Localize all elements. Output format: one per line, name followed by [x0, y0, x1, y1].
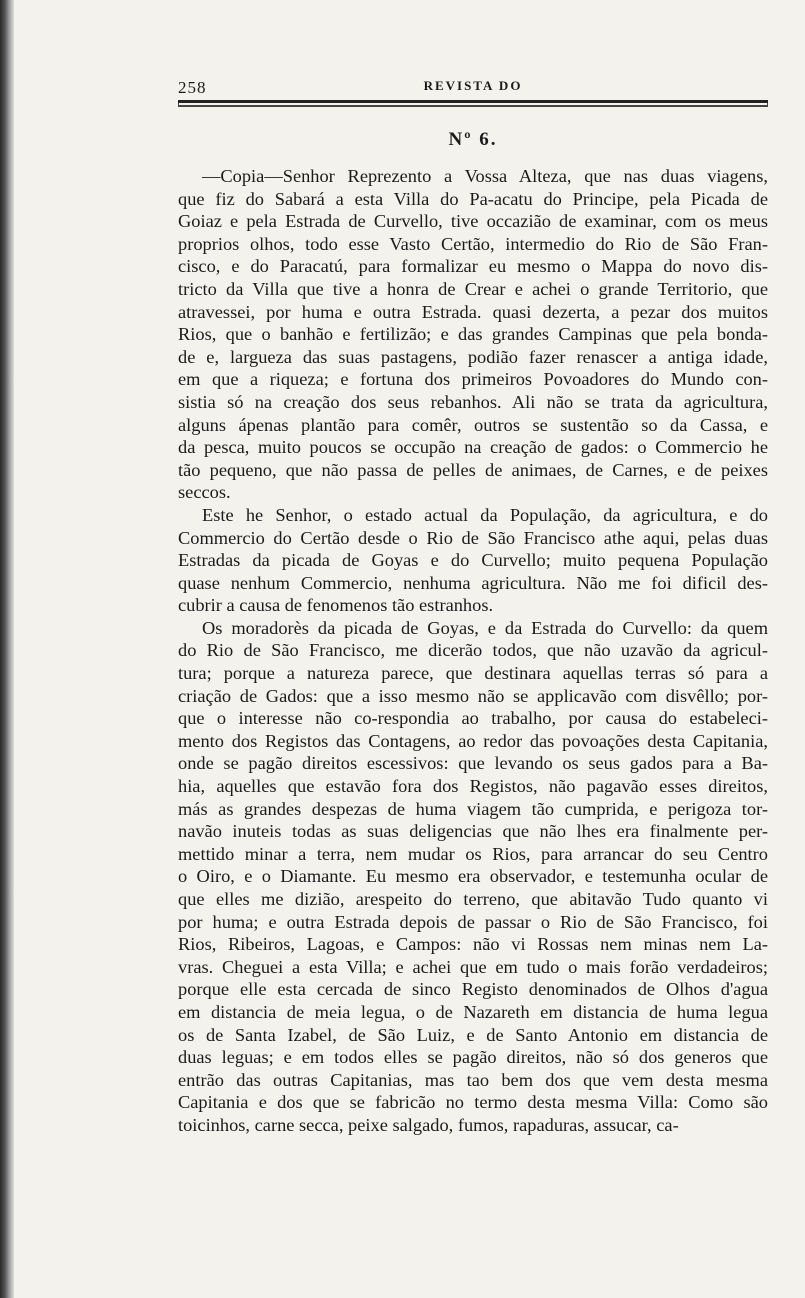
text-line: mento dos Registos das Contagens, ao redor das povoações desta Capitania,: [178, 730, 768, 751]
text-line: quase nenhum Commercio, nenhuma agricultura. Não me foi dificil des-: [178, 572, 768, 593]
text-line: hia, aquelles que estavão fora dos Registos, não pagavão esses direitos,: [178, 776, 768, 797]
paragraph: [178, 165, 768, 504]
text-line: mettido minar a terra, nem mudar os Rios, para arrancar do seu Centro: [178, 843, 768, 864]
text-line: Commercio do Certão desde o Rio de São Francisco athe aqui, pelas duas: [178, 527, 768, 548]
text-line: Este he Senhor, o estado actual da População, da agricultura, e do: [202, 504, 768, 525]
text-line: cubrir a causa de fenomenos tão estranhos.: [178, 595, 494, 616]
text-line: Rios, Ribeiros, Lagoas, e Campos: não vi Rossas nem minas nem La-: [178, 934, 768, 955]
text-line: da pesca, muito poucos se occupão na creação de gados: o Commercio he: [178, 437, 768, 458]
text-line: tricto da Villa que tive a honra de Crear e achei o grande Territorio, que: [178, 278, 768, 299]
text-line: Estradas da picada de Goyas e do Curvello; muito pequena População: [178, 550, 768, 571]
text-line: duas leguas; e em todos elles se pagão direitos, não só dos generos que: [178, 1047, 768, 1068]
book-binding-edge: [0, 0, 14, 1298]
paragraph: [178, 504, 768, 617]
text-line: criação de Gados: que a isso mesmo não se applicavão com disvêllo; por-: [178, 685, 768, 706]
running-title: REVISTA DO: [423, 78, 523, 93]
text-line: entrão das outras Capitanias, mas tao bem dos que vem desta mesma: [178, 1069, 768, 1090]
text-line: más as grandes despezas de huma viagem tão cumprida, e perigoza tor-: [178, 798, 768, 819]
text-line: tão pequeno, que não passa de pelles de animaes, de Carnes, e de peixes: [178, 459, 768, 480]
text-line: navão inuteis todas as suas deligencias que não lhes era finalmente per-: [178, 821, 768, 842]
book-page: [178, 70, 768, 1137]
paragraph: [178, 617, 768, 1137]
running-header: [178, 70, 768, 103]
text-line: por huma; e outra Estrada depois de passar o Rio de São Francisco, foi: [178, 911, 768, 932]
text-line: que o interesse não co-respondia ao trabalho, por causa do estabeleci-: [178, 708, 768, 729]
text-line: de e, largueza das suas pastagens, podião fazer renascer a antiga idade,: [178, 346, 768, 367]
document-number: Nº 6.: [448, 129, 498, 150]
body-text: [178, 165, 768, 1137]
text-line: em que a riqueza; e fortuna dos primeiros Povoadores do Mundo con-: [178, 369, 768, 390]
text-line: Os moradorès da picada de Goyas, e da Estrada do Curvello: da quem: [202, 617, 768, 638]
text-line: vras. Cheguei a esta Villa; e achei que em tudo o mais forão verdadeiros;: [178, 956, 768, 977]
text-line: cisco, e do Paracatú, para formalizar eu mesmo o Mappa do novo dis-: [178, 256, 768, 277]
text-line: que elles me dizião, arespeito do terreno, que abitavão Tudo quanto vi: [178, 889, 768, 909]
text-line: tura; porque a natureza parece, que destinara aquellas terras só para a: [178, 663, 768, 684]
text-line: do Rio de São Francisco, me dicerão todos, que não uzavão da agricul-: [178, 640, 768, 661]
text-line: que fiz do Sabará a esta Villa do Pa-acatu do Principe, pela Picada de: [178, 188, 768, 209]
page-number: 258: [178, 78, 207, 97]
text-line: o Oiro, e o Diamante. Eu mesmo era observador, e testemunha ocular de: [178, 866, 768, 887]
text-line: seccos.: [178, 482, 231, 503]
text-line: em distancia de meia legua, o de Nazareth em distancia de huma legua: [178, 1001, 768, 1022]
text-line: Goiaz e pela Estrada de Curvello, tive occazião de examinar, com os meus: [178, 211, 768, 232]
text-line: onde se pagão direitos escessivos: que levando os seus gados para a Ba-: [178, 753, 768, 774]
text-line: atravessei, por huma e outra Estrada. quasi dezerta, a pezar dos muitos: [178, 301, 768, 322]
text-line: alguns ápenas plantão para comêr, outros se sustentão so da Cassa, e: [178, 414, 768, 435]
text-line: os de Santa Izabel, de São Luiz, e de Santo Antonio em distancia de: [178, 1024, 768, 1045]
text-line: Capitania e dos que se fabricão no termo desta mesma Villa: Como são: [178, 1092, 768, 1113]
text-line: toicinhos, carne secca, peixe salgado, fumos, rapaduras, assucar, ca-: [178, 1114, 679, 1135]
text-line: Rios, que o banhão e fertilizão; e das grandes Campinas que pela bonda-: [178, 324, 768, 345]
text-line: sistia só na creação dos seus rebanhos. Ali não se trata da agricultura,: [178, 391, 768, 412]
text-line: proprios olhos, todo esse Vasto Certão, intermedio do Rio de São Fran-: [178, 233, 768, 254]
text-line: —Copia—Senhor Reprezento a Vossa Alteza, que nas duas viagens,: [202, 166, 768, 186]
text-line: porque elle esta cercada de sinco Registo denominados de Olhos d'agua: [178, 979, 768, 1000]
